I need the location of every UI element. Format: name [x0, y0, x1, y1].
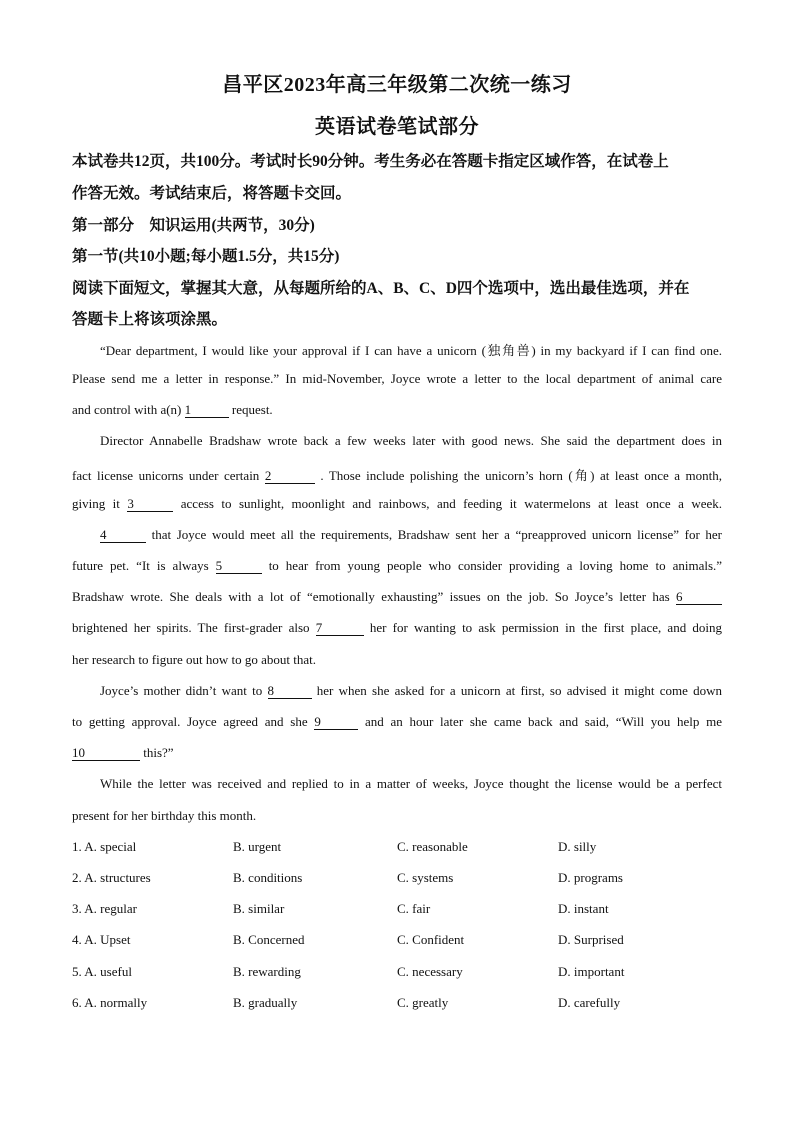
- passage-text: that Joyce would meet all the requirements, Bradshaw sent her a “preapproved unicorn license” for her: [151, 527, 723, 542]
- passage-text: Joyce’s mother didn’t want to: [100, 683, 263, 698]
- option-c: C. Confident: [397, 932, 465, 947]
- passage-line: her research to figure out how to go about that.: [72, 652, 317, 667]
- blank-4: 4: [100, 528, 146, 543]
- passage-line: [72, 496, 722, 512]
- option-b: B. Concerned: [233, 932, 305, 947]
- directions-line-1: 阅读下面短文，掌握其大意，从每题所给的A、B、C、D四个选项中，选出最佳选项，并在: [72, 280, 690, 297]
- option-b: B. rewarding: [233, 964, 301, 979]
- passage-text: to getting approval. Joyce agreed and she: [72, 714, 308, 729]
- exam-title: 昌平区2023年高三年级第二次统一练习: [222, 74, 572, 96]
- question-row: [72, 901, 732, 919]
- passage-line: Director Annabelle Bradshaw wrote back a few weeks later with good news. She said the department does in: [100, 433, 722, 448]
- blank-2: 2: [265, 469, 315, 484]
- blank-8: 8: [268, 684, 312, 699]
- passage-line: [72, 558, 722, 574]
- question-row: [72, 839, 732, 857]
- option-d: D. important: [558, 964, 625, 979]
- option-a: 6. A. normally: [72, 995, 148, 1010]
- option-a: 4. A. Upset: [72, 932, 131, 947]
- option-d: D. programs: [558, 870, 623, 885]
- passage-text: Bradshaw wrote. She deals with a lot of “emotionally exhausting” issues on the job. So Joyce’s letter has: [72, 589, 670, 604]
- passage-text: her for wanting to ask permission in the first place, and doing: [369, 620, 722, 635]
- directions-line-2: 答题卡上将该项涂黑。: [72, 311, 228, 328]
- question-row: [72, 995, 732, 1013]
- blank-9: 9: [314, 715, 358, 730]
- passage-line: present for her birthday this month.: [72, 808, 257, 823]
- option-c: C. reasonable: [397, 839, 468, 854]
- passage-text: future pet. “It is always: [72, 558, 209, 573]
- option-a: 5. A. useful: [72, 964, 132, 979]
- blank-1: 1: [185, 403, 229, 418]
- blank-10: 10: [72, 746, 140, 761]
- instructions-line-2: 作答无效。考试结束后，将答题卡交回。: [72, 185, 352, 202]
- blank-6: 6: [676, 590, 722, 605]
- blank-5: 5: [216, 559, 262, 574]
- passage-text: access to sunlight, moonlight and rainbows, and feeding it watermelons at least once a week.: [180, 496, 723, 511]
- passage-text: and an hour later she came back and said, “Will you help me: [365, 714, 722, 729]
- passage-line: [100, 527, 722, 543]
- question-row: [72, 870, 732, 888]
- question-row: [72, 932, 732, 950]
- option-c: C. necessary: [397, 964, 463, 979]
- question-row: [72, 964, 732, 982]
- exam-subtitle: 英语试卷笔试部分: [315, 116, 479, 138]
- passage-text: . Those include polishing the unicorn’s horn (角) at least once a month,: [320, 468, 722, 483]
- passage-text: fact license unicorns under certain: [72, 468, 260, 483]
- option-c: C. fair: [397, 901, 431, 916]
- passage-text: and control with a(n): [72, 402, 182, 417]
- passage-text: to hear from young people who consider providing a loving home to animals.”: [268, 558, 723, 573]
- option-b: B. similar: [233, 901, 285, 916]
- passage-text: request.: [231, 402, 273, 417]
- passage-text: her when she asked for a unicorn at first, so advised it might come down: [316, 683, 722, 698]
- option-a: 3. A. regular: [72, 901, 137, 916]
- blank-3: 3: [127, 497, 173, 512]
- blank-7: 7: [316, 621, 364, 636]
- passage-line: [72, 714, 722, 730]
- passage-line: [72, 745, 722, 761]
- option-c: C. greatly: [397, 995, 449, 1010]
- passage-text: giving it: [72, 496, 120, 511]
- instructions-line-1: 本试卷共12页，共100分。考试时长90分钟。考生务必在答题卡指定区域作答，在试卷上: [72, 153, 669, 170]
- passage-line: [72, 402, 722, 418]
- passage-line: [100, 683, 722, 699]
- option-b: B. conditions: [233, 870, 303, 885]
- option-d: D. Surprised: [558, 932, 624, 947]
- passage-line: [72, 465, 722, 484]
- section-heading: 第一节(共10小题;每小题1.5分，共15分): [72, 248, 340, 265]
- passage-text: brightened her spirits. The first-grader also: [72, 620, 310, 635]
- passage-text: this?”: [143, 745, 174, 760]
- option-d: D. silly: [558, 839, 597, 854]
- passage-line: “Dear department, I would like your approval if I can have a unicorn (独角兽) in my backyard if I can find one.: [100, 343, 722, 358]
- part-heading: 第一部分 知识运用(共两节，30分): [72, 217, 315, 234]
- passage-line: While the letter was received and replied to in a matter of weeks, Joyce thought the license would be a perfect: [100, 776, 722, 791]
- option-d: D. instant: [558, 901, 609, 916]
- option-c: C. systems: [397, 870, 454, 885]
- passage-line: [72, 589, 722, 605]
- passage-line: Please send me a letter in response.” In mid-November, Joyce wrote a letter to the local department of animal care: [72, 371, 722, 386]
- passage-line: [72, 620, 722, 636]
- option-b: B. gradually: [233, 995, 298, 1010]
- option-d: D. carefully: [558, 995, 621, 1010]
- option-a: 2. A. structures: [72, 870, 151, 885]
- option-b: B. urgent: [233, 839, 282, 854]
- option-a: 1. A. special: [72, 839, 137, 854]
